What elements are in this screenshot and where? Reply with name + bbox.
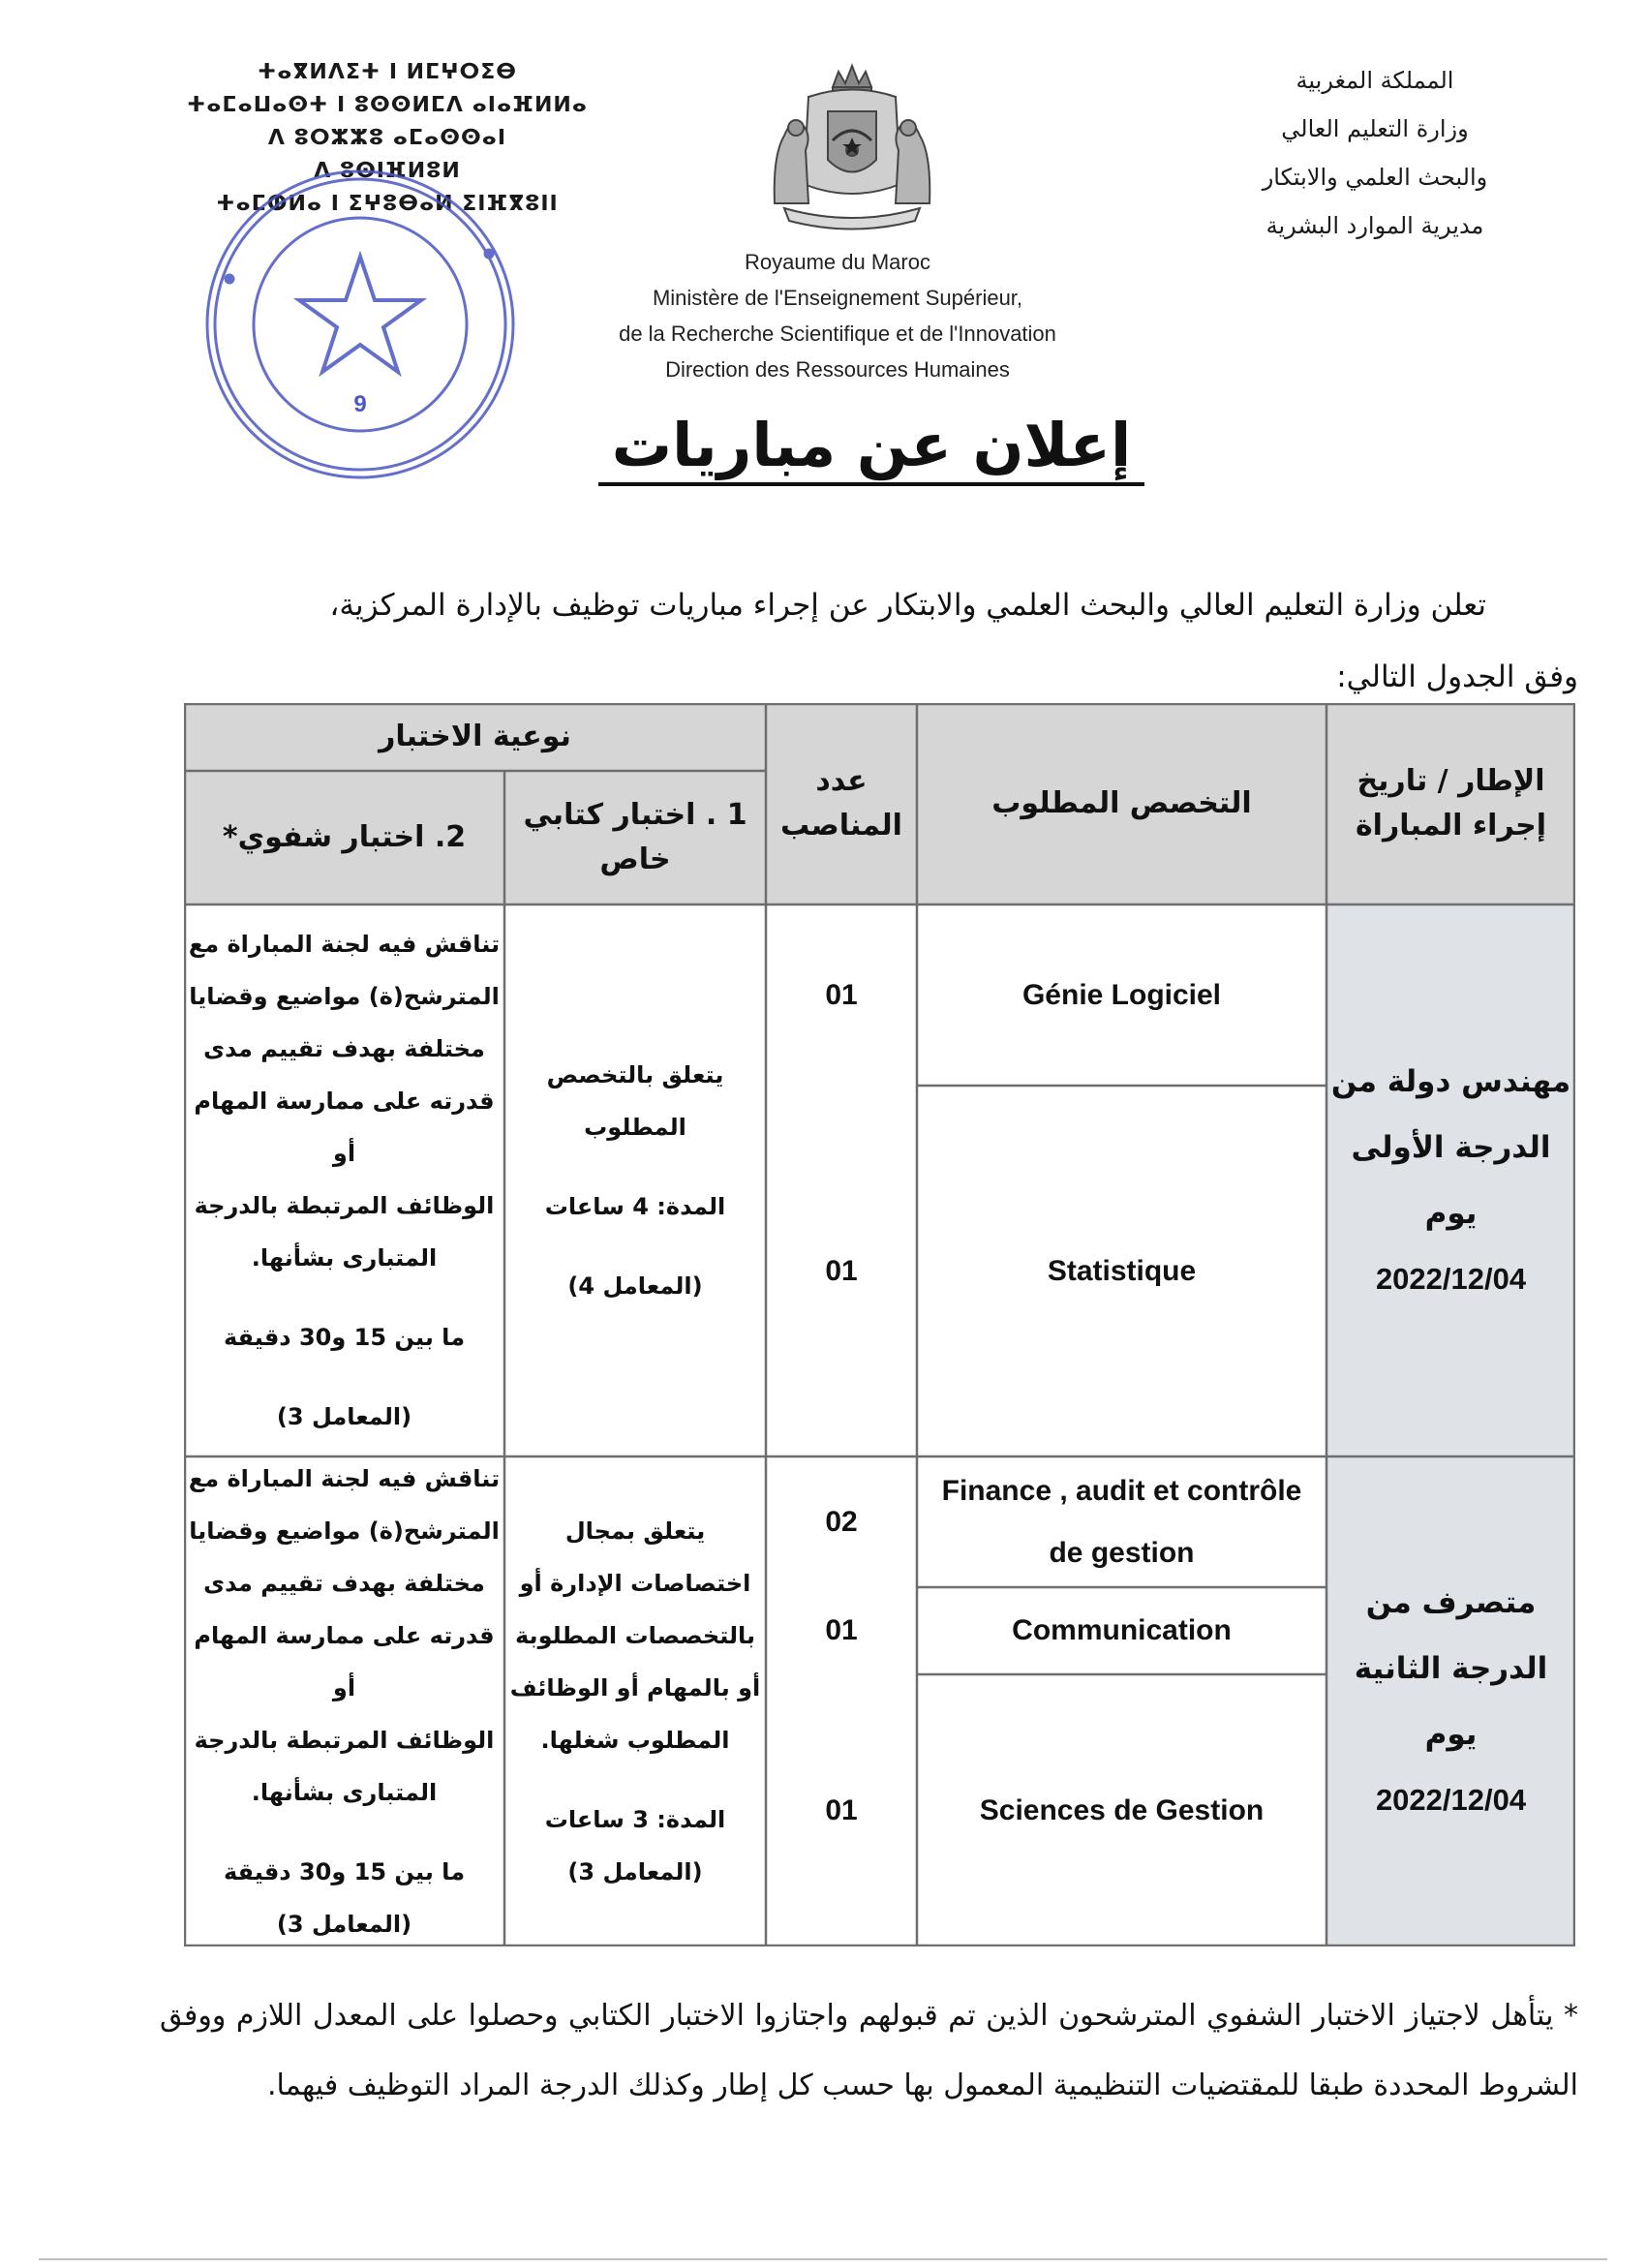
specialty-cell: Statistique bbox=[1047, 1254, 1197, 1287]
oral-text-line: تناقش فيه لجنة المباراة مع bbox=[188, 931, 501, 958]
arabic-header-line: وزارة التعليم العالي bbox=[1281, 115, 1469, 142]
oral-text-line: المتبارى بشأنها. bbox=[251, 1244, 438, 1272]
arabic-header-line: والبحث العلمي والابتكار bbox=[1262, 164, 1488, 191]
header-grade-date-line: الإطار / تاريخ bbox=[1356, 764, 1545, 798]
written-text-line: أو بالمهام أو الوظائف bbox=[509, 1674, 761, 1701]
oral-text-line: الوظائف المرتبطة بالدرجة bbox=[194, 1727, 495, 1754]
header-specialty: التخصص المطلوب bbox=[991, 786, 1252, 820]
written-text-line: بالتخصصات المطلوبة bbox=[515, 1622, 756, 1649]
written-duration: المدة: 3 ساعات bbox=[544, 1806, 726, 1833]
grade-line: مهندس دولة من bbox=[1330, 1064, 1571, 1099]
written-text-line: يتعلق بمجال bbox=[564, 1517, 706, 1545]
oral-text-line: تناقش فيه لجنة المباراة مع bbox=[188, 1465, 501, 1492]
competition-table bbox=[184, 703, 1575, 1946]
arabic-header bbox=[1210, 56, 1539, 250]
header-posts-line: المناصب bbox=[780, 809, 902, 843]
header-written-line: 1 . اختبار كتابي bbox=[523, 798, 747, 832]
arabic-header-line: مديرية الموارد البشرية bbox=[1265, 212, 1484, 239]
bottom-divider bbox=[39, 2258, 1607, 2260]
official-stamp-icon bbox=[198, 165, 523, 484]
intro-line: وفق الجدول التالي: bbox=[1336, 659, 1578, 694]
exam-date: 2022/12/04 bbox=[1375, 1783, 1527, 1817]
specialty-cell: Sciences de Gestion bbox=[979, 1793, 1265, 1826]
document-title bbox=[581, 407, 1162, 484]
oral-text-line: المترشح(ة) مواضيع وقضايا bbox=[189, 983, 500, 1010]
header-posts-line: عدد bbox=[815, 764, 868, 798]
header-grade-date-line: إجراء المباراة bbox=[1355, 809, 1547, 843]
grade-line: متصرف من bbox=[1365, 1585, 1537, 1620]
royal-emblem-icon bbox=[755, 58, 949, 232]
french-header-line: Direction des Ressources Humaines bbox=[665, 357, 1010, 382]
tifinagh-line: ⵜⴰⵎⴰⵡⴰⵙⵜ ⵏ ⵓⵙⵙⵍⵎⴷ ⴰⵏⴰⴼⵍⵍⴰ bbox=[186, 93, 588, 117]
specialty-line: de gestion bbox=[1049, 1536, 1195, 1569]
written-text-line: المطلوب شغلها. bbox=[540, 1727, 730, 1754]
oral-duration: ما بين 15 و30 دقيقة bbox=[223, 1324, 466, 1351]
oral-text-line: مختلفة بهدف تقييم مدى bbox=[203, 1570, 485, 1597]
posts-cell: 01 bbox=[825, 1614, 858, 1646]
oral-text-line: المتبارى بشأنها. bbox=[251, 1779, 438, 1806]
written-duration: المدة: 4 ساعات bbox=[544, 1193, 726, 1220]
tifinagh-line: ⴷ ⵓⵙⵏⴼⵍⵓⵍ bbox=[314, 159, 461, 183]
written-exam-cell bbox=[504, 1456, 766, 1946]
day-label: يوم bbox=[1424, 1196, 1478, 1231]
oral-text-line: قدرته على ممارسة المهام أو bbox=[194, 1088, 495, 1167]
french-header bbox=[547, 244, 1128, 387]
posts-cell: 01 bbox=[825, 978, 858, 1011]
written-text-line: يتعلق بالتخصص bbox=[546, 1061, 724, 1088]
oral-duration: ما بين 15 و30 دقيقة bbox=[223, 1858, 466, 1885]
tifinagh-line: ⵜⴰⵎⵀⵍⴰ ⵏ ⵉⵖⵓⴱⴰⵍ ⵉⵏⴼⴳⵓⵏⵏ bbox=[216, 192, 559, 216]
footnote: * يتأهل لاجتياز الاختبار الشفوي المترشحون الذين تم قبولهم واجتازوا الاختبار الكتابي وحصلوا على المعدل اللازم ووفق الشروط المحددة طبقا للمقتضيات التنظيمية المعمول بها حسب كل إطار وكذلك الدرجة المراد التوظيف فيهما. bbox=[160, 1999, 1578, 2102]
written-exam-cell bbox=[504, 904, 766, 1456]
grade-line: الدرجة الأولى bbox=[1351, 1130, 1551, 1165]
oral-exam-cell bbox=[184, 1456, 504, 1946]
oral-text-line: المترشح(ة) مواضيع وقضايا bbox=[189, 1517, 500, 1545]
french-header-line: Royaume du Maroc bbox=[745, 250, 930, 274]
french-header-line: de la Recherche Scientifique et de l'Innovation bbox=[619, 322, 1056, 346]
posts-cell: 02 bbox=[825, 1505, 858, 1538]
oral-exam-cell bbox=[184, 904, 504, 1456]
written-coefficient: (المعامل 3) bbox=[567, 1858, 703, 1885]
grade-line: الدرجة الثانية bbox=[1354, 1651, 1548, 1686]
specialty-cell bbox=[917, 1456, 1326, 1587]
specialty-cell: Communication bbox=[1012, 1614, 1232, 1646]
day-label: يوم bbox=[1424, 1717, 1478, 1752]
document-title-text: إعلان عن مباريات bbox=[598, 410, 1144, 486]
oral-text-line: الوظائف المرتبطة بالدرجة bbox=[194, 1192, 495, 1219]
header-oral-exam: 2. اختبار شفوي* bbox=[222, 820, 467, 854]
header-posts bbox=[766, 703, 917, 904]
oral-coefficient: (المعامل 3) bbox=[276, 1911, 412, 1938]
oral-coefficient: (المعامل 3) bbox=[276, 1403, 412, 1430]
intro-line: تعلن وزارة التعليم العالي والبحث العلمي والابتكار عن إجراء مباريات توظيف بالإدارة المركزية، bbox=[329, 588, 1486, 623]
arabic-header-line: المملكة المغربية bbox=[1295, 67, 1454, 94]
grade-cell-administrator bbox=[1326, 1456, 1575, 1946]
tifinagh-line: ⴷ ⵓⵔⵣⵣⵓ ⴰⵎⴰⵙⵙⴰⵏ bbox=[267, 126, 507, 150]
oral-text-line: مختلفة بهدف تقييم مدى bbox=[203, 1035, 485, 1062]
tifinagh-line: ⵜⴰⴳⵍⴷⵉⵜ ⵏ ⵍⵎⵖⵔⵉⴱ bbox=[257, 60, 517, 84]
header-exam-type: نوعية الاختبار bbox=[379, 720, 571, 753]
posts-cell: 01 bbox=[825, 1254, 858, 1287]
specialty-cell: Génie Logiciel bbox=[1021, 978, 1222, 1011]
header-written-line: خاص bbox=[599, 843, 671, 876]
exam-date: 2022/12/04 bbox=[1375, 1262, 1527, 1296]
header-written-exam bbox=[504, 771, 766, 904]
stamp-number: 9 bbox=[353, 391, 367, 417]
grade-cell-engineer bbox=[1326, 904, 1575, 1456]
written-text-line: المطلوب bbox=[584, 1114, 686, 1141]
written-text-line: اختصاصات الإدارة أو bbox=[519, 1570, 751, 1597]
french-header-line: Ministère de l'Enseignement Supérieur, bbox=[652, 286, 1023, 310]
specialty-line: Finance , audit et contrôle bbox=[941, 1474, 1302, 1507]
header-grade-date bbox=[1326, 703, 1575, 904]
intro-paragraph bbox=[160, 569, 1578, 713]
posts-cell: 01 bbox=[825, 1793, 858, 1826]
oral-text-line: قدرته على ممارسة المهام أو bbox=[194, 1622, 495, 1701]
written-coefficient: (المعامل 4) bbox=[567, 1272, 703, 1300]
